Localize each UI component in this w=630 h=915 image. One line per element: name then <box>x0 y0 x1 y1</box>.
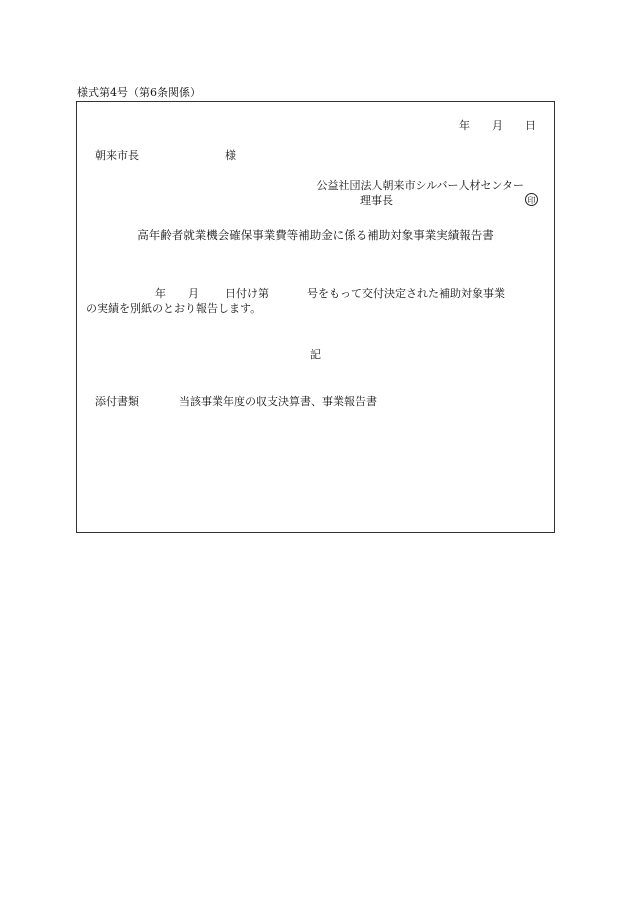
ki-heading: 記 <box>310 348 321 361</box>
addressee-name: 朝来市長 <box>95 149 139 162</box>
body-line-2: の実績を別紙のとおり報告します。 <box>86 302 262 315</box>
date-month: 月 <box>492 119 503 132</box>
report-frame <box>76 101 555 533</box>
document-title: 高年齢者就業機会確保事業費等補助金に係る補助対象事業実績報告書 <box>137 228 494 242</box>
form-number: 様式第4号（第6条関係） <box>77 86 201 99</box>
attachment-label: 添付書類 <box>95 395 139 408</box>
date-year: 年 <box>459 119 470 132</box>
body-rest: 号をもって交付決定された補助対象事業 <box>307 287 505 300</box>
body-year: 年 <box>155 287 166 300</box>
seal-mark: 印 <box>525 193 538 206</box>
sender-title: 理事長 <box>360 194 393 207</box>
date-day: 日 <box>525 119 536 132</box>
addressee-honorific: 様 <box>225 149 236 162</box>
sender-organization: 公益社団法人朝来市シルバー人材センター <box>316 179 524 192</box>
body-line-1 <box>95 287 505 301</box>
body-dated-no: 日付け第 <box>225 287 269 300</box>
attachment-content: 当該事業年度の収支決算書、事業報告書 <box>179 395 377 408</box>
body-month: 月 <box>188 287 199 300</box>
date-line <box>459 119 536 133</box>
addressee <box>95 149 236 163</box>
